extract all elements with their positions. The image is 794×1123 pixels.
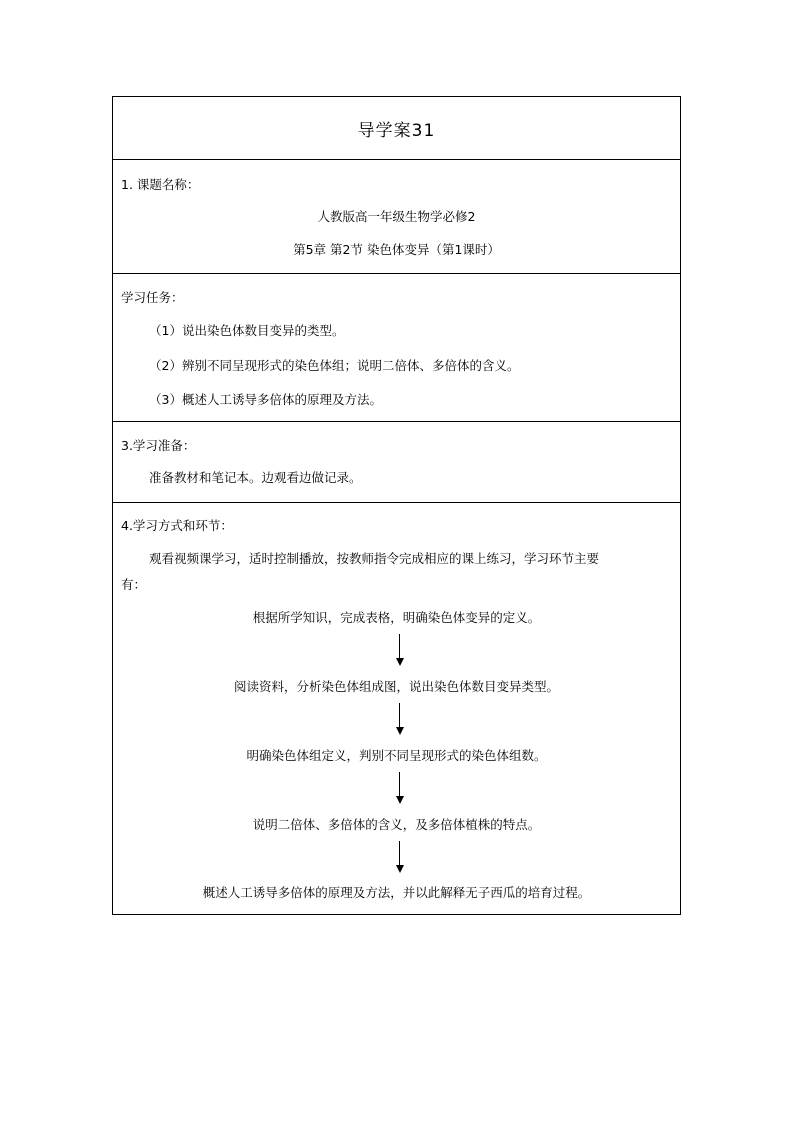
study-guide-table <box>112 96 681 915</box>
title-row <box>113 97 680 160</box>
course-name-heading: 1. 课题名称： <box>121 177 200 192</box>
preparation-text: 准备教材和笔记本。边观看边做记录。 <box>149 470 362 485</box>
course-textbook: 人教版高一年级生物学必修2 <box>317 209 476 224</box>
course-name-section <box>113 160 680 274</box>
flow-arrow-down-icon <box>396 634 404 666</box>
course-chapter: 第5章 第2节 染色体变异（第1课时） <box>293 242 500 257</box>
flow-arrow-down-icon <box>396 772 404 804</box>
preparation-heading: 3.学习准备： <box>121 438 196 453</box>
learning-method-intro: 观看视频课学习，适时控制播放，按教师指令完成相应的课上练习，学习环节主要 <box>149 551 600 566</box>
flow-step-3: 明确染色体组定义，判别不同呈现形式的染色体组数。 <box>246 748 547 763</box>
learning-method-section <box>113 503 680 914</box>
flow-step-4: 说明二倍体、多倍体的含义，及多倍体植株的特点。 <box>252 817 541 832</box>
learning-method-intro-continued: 有： <box>121 577 147 592</box>
flow-arrow-down-icon <box>396 841 404 873</box>
preparation-section <box>113 422 680 503</box>
learning-method-heading: 4.学习方式和环节： <box>121 518 233 533</box>
learning-task-item: （3）概述人工诱导多倍体的原理及方法。 <box>149 392 382 407</box>
flow-arrow-down-icon <box>396 703 404 735</box>
flow-step-2: 阅读资料，分析染色体组成图，说出染色体数目变异类型。 <box>233 679 559 694</box>
document-title: 导学案31 <box>357 120 436 141</box>
learning-task-item: （1）说出染色体数目变异的类型。 <box>149 323 345 338</box>
learning-tasks-section <box>113 274 680 422</box>
flow-step-5: 概述人工诱导多倍体的原理及方法，并以此解释无子西瓜的培育过程。 <box>202 885 591 900</box>
learning-task-item: （2）辨别不同呈现形式的染色体组；说明二倍体、多倍体的含义。 <box>149 358 520 373</box>
flow-step-1: 根据所学知识，完成表格，明确染色体变异的定义。 <box>252 610 541 625</box>
learning-tasks-heading: 学习任务： <box>121 290 184 305</box>
